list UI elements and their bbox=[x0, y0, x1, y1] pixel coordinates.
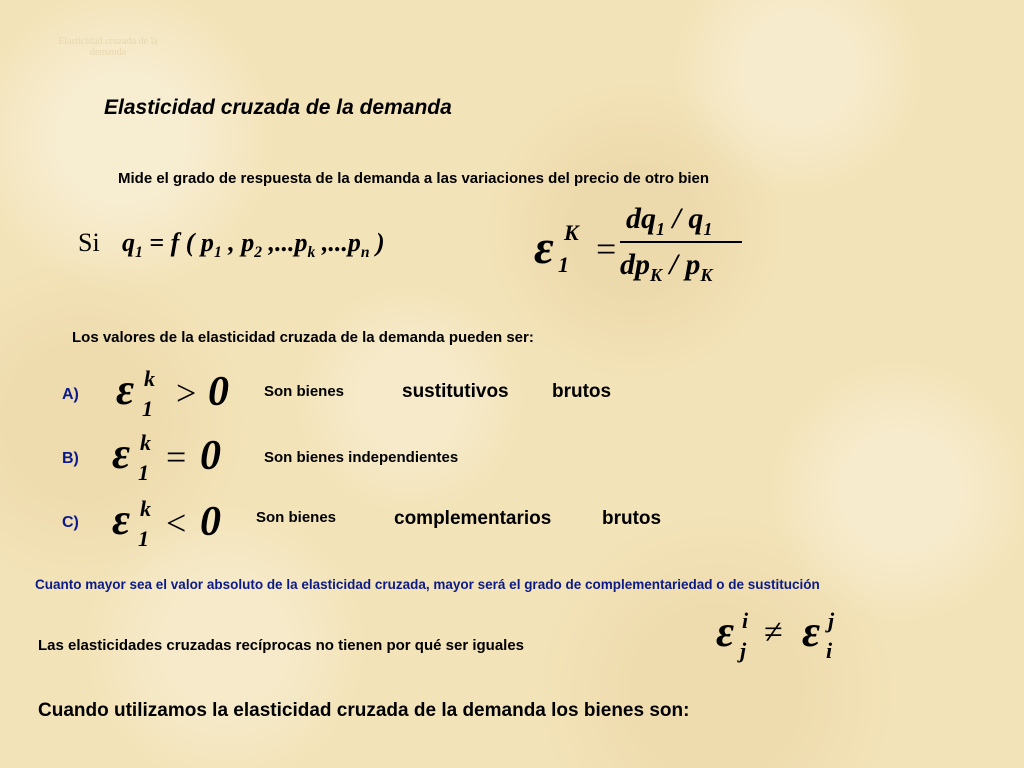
watermark bbox=[38, 36, 178, 58]
case-a-type: sustitutivos bbox=[402, 381, 509, 402]
reciprocal-text: Las elasticidades cruzadas recíprocas no tienen por qué ser iguales bbox=[38, 637, 525, 654]
epsilon-symbol: ε bbox=[802, 607, 821, 656]
denominator: $dp_K / p_K$ bbox=[620, 248, 713, 285]
numerator: $dq_1 / q_1$ bbox=[626, 202, 713, 239]
relation-value: 0 bbox=[200, 499, 221, 545]
watermark-line-1: Elasticidad cruzada de la bbox=[58, 36, 158, 47]
relation-symbol: = bbox=[166, 437, 187, 477]
case-c-formula bbox=[112, 494, 252, 554]
case-c-text: Son bienes bbox=[256, 509, 337, 526]
subscript-1: 1 bbox=[138, 526, 149, 551]
epsilon-symbol: ε bbox=[716, 607, 735, 656]
definition-text: Mide el grado de respuesta de la demanda a las variaciones del precio de otro bien bbox=[118, 170, 710, 187]
slide-title: Elasticidad cruzada de la demanda bbox=[104, 96, 452, 119]
relation-value: 0 bbox=[200, 433, 221, 479]
case-a-label: A) bbox=[62, 386, 79, 403]
superscript-j: j bbox=[828, 608, 835, 633]
equals-sign: = bbox=[596, 229, 617, 269]
superscript-k: k bbox=[140, 430, 151, 455]
demand-function-formula: $q_1 = f$ ( $p_1$ , $p_2$ $,...p_k$ $,...p_n$ ) bbox=[122, 228, 385, 262]
superscript-k: k bbox=[140, 496, 151, 521]
reciprocal-formula bbox=[716, 606, 856, 666]
subscript-1: 1 bbox=[558, 252, 569, 277]
superscript-i: i bbox=[742, 608, 749, 633]
case-a-text: Son bienes bbox=[264, 383, 345, 400]
case-b-label: B) bbox=[62, 450, 79, 467]
case-c-qualifier: brutos bbox=[602, 508, 662, 529]
subscript-i: i bbox=[826, 638, 833, 663]
values-intro: Los valores de la elasticidad cruzada de la demanda pueden ser: bbox=[72, 329, 534, 346]
case-a-qualifier: brutos bbox=[552, 381, 612, 402]
si-label: Si bbox=[78, 228, 100, 257]
watermark-line-2: demanda bbox=[89, 47, 127, 58]
subscript-1: 1 bbox=[142, 396, 153, 421]
epsilon-symbol: ε bbox=[112, 429, 131, 478]
relation-value: 0 bbox=[208, 369, 229, 415]
case-c-type: complementarios bbox=[394, 508, 552, 529]
not-equal-sign: ≠ bbox=[764, 614, 783, 651]
relation-symbol: < bbox=[166, 503, 187, 543]
subscript-j: j bbox=[740, 638, 747, 663]
superscript-k: K bbox=[564, 220, 579, 245]
epsilon-symbol: ε bbox=[116, 365, 135, 414]
epsilon-symbol: ε bbox=[112, 495, 131, 544]
superscript-k: k bbox=[144, 366, 155, 391]
relation-symbol: > bbox=[176, 373, 197, 413]
fraction-bar bbox=[620, 241, 742, 243]
case-c-label: C) bbox=[62, 514, 79, 531]
case-a-formula bbox=[116, 364, 256, 424]
case-b-text: Son bienes independientes bbox=[264, 449, 459, 466]
conclusion-text: Cuando utilizamos la elasticidad cruzada de la demanda los bienes son: bbox=[38, 700, 690, 721]
epsilon-symbol: ε bbox=[534, 221, 554, 274]
cross-elasticity-formula bbox=[530, 200, 760, 290]
subscript-1: 1 bbox=[138, 460, 149, 485]
case-b-formula bbox=[112, 428, 252, 488]
magnitude-note: Cuanto mayor sea el valor absoluto de la elasticidad cruzada, mayor será el grado de complementariedad o de sustitución bbox=[35, 577, 820, 592]
